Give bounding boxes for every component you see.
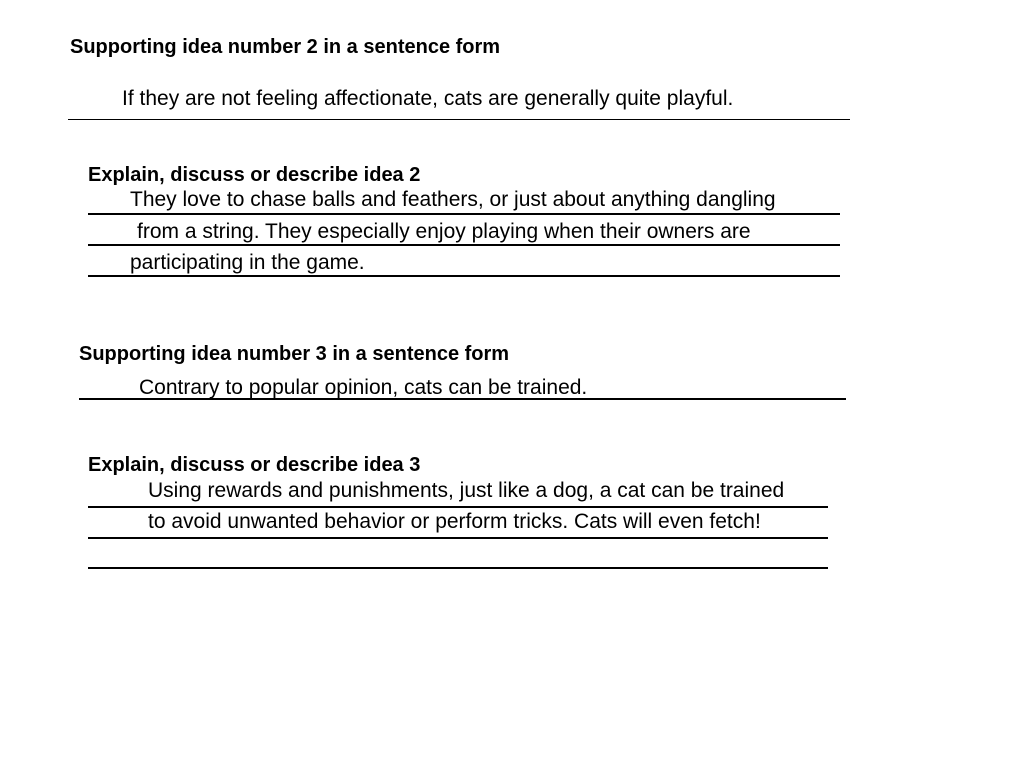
explain-idea-3-line: to avoid unwanted behavior or perform tricks. Cats will even fetch! [148, 510, 761, 533]
answer-rule [88, 244, 840, 246]
explain-idea-2-line: They love to chase balls and feathers, or just about anything dangling [130, 188, 776, 211]
answer-rule [88, 567, 828, 569]
explain-idea-3-line: Using rewards and punishments, just like a dog, a cat can be trained [148, 479, 785, 502]
answer-rule [88, 506, 828, 508]
supporting-idea-3-answer: Contrary to popular opinion, cats can be trained. [139, 376, 588, 399]
answer-rule [68, 119, 850, 120]
explain-idea-2-line: from a string. They especially enjoy playing when their owners are [137, 220, 751, 243]
explain-idea-2-line: participating in the game. [130, 251, 365, 274]
answer-rule [88, 275, 840, 277]
supporting-idea-2-heading: Supporting idea number 2 in a sentence form [70, 36, 501, 58]
answer-rule [88, 213, 840, 215]
explain-idea-2-heading: Explain, discuss or describe idea 2 [88, 164, 421, 186]
answer-rule [79, 398, 846, 400]
supporting-idea-3-heading: Supporting idea number 3 in a sentence form [79, 343, 510, 365]
answer-rule [88, 537, 828, 539]
explain-idea-3-heading: Explain, discuss or describe idea 3 [88, 454, 421, 476]
supporting-idea-2-answer: If they are not feeling affectionate, cats are generally quite playful. [122, 87, 734, 110]
